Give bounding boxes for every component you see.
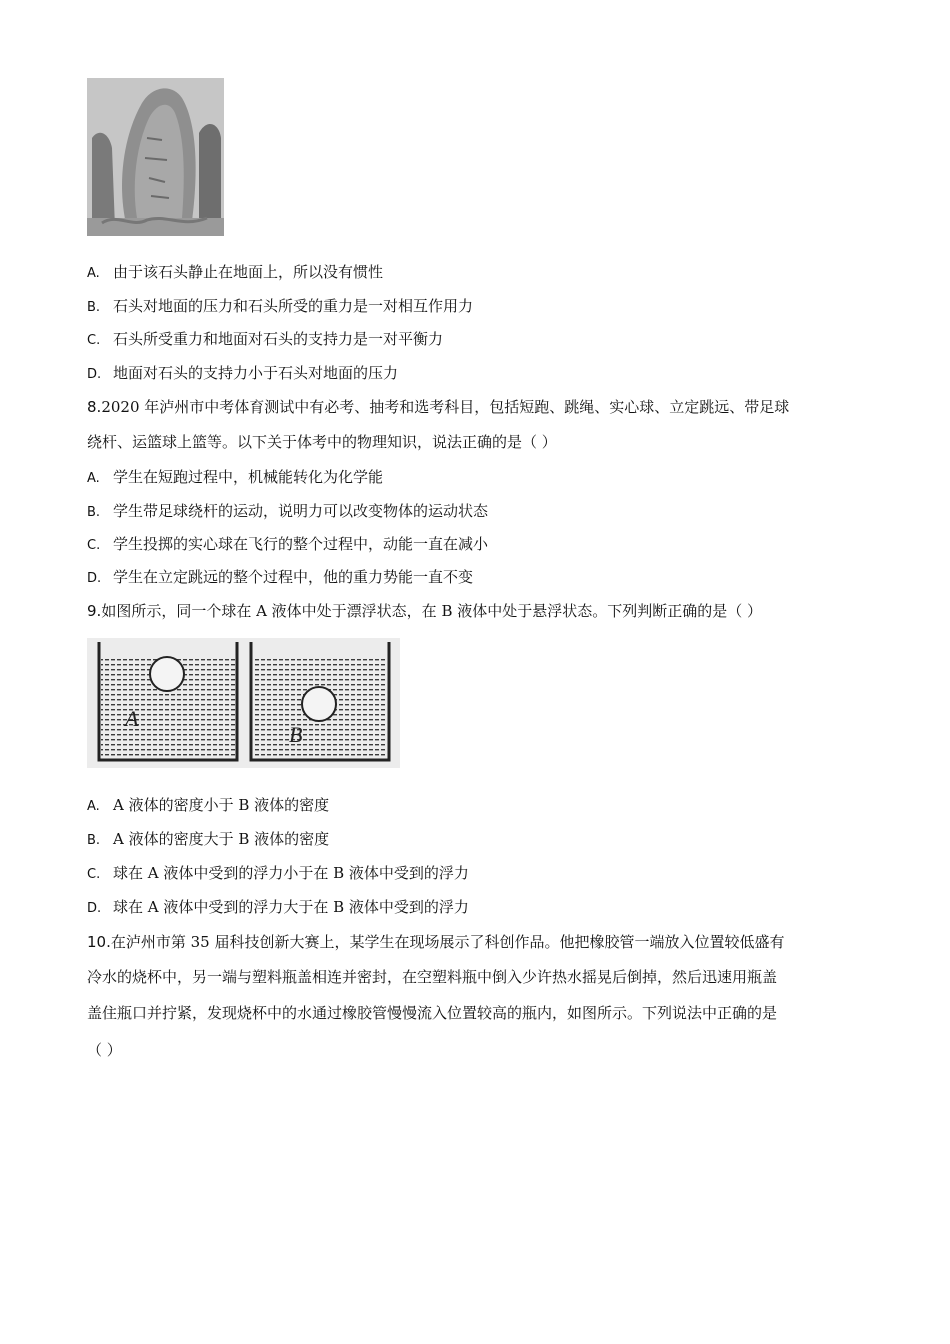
beaker-a-label: A (125, 706, 139, 731)
q8-option-c: C. 学生投掷的实心球在飞行的整个过程中，动能一直在减小 (87, 535, 489, 553)
q10-stem-line-1: 10.在泸州市第 35 届科技创新大赛上，某学生在现场展示了科创作品。他把橡胶管一端放入位置较低盛有 (87, 933, 785, 951)
q8-option-d: D. 学生在立定跳远的整个过程中，他的重力势能一直不变 (87, 568, 474, 586)
q9-stem: 9.如图所示，同一个球在 A 液体中处于漂浮状态，在 B 液体中处于悬浮状态。下列判断正确的是（ ） (87, 602, 763, 620)
beaker-b-label: B (289, 722, 303, 747)
stone-photo (87, 78, 224, 236)
q7-option-b: B. 石头对地面的压力和石头所受的重力是一对相互作用力 (87, 297, 474, 315)
q8-option-b: B. 学生带足球绕杆的运动，说明力可以改变物体的运动状态 (87, 502, 489, 520)
q9-option-c: C. 球在 A 液体中受到的浮力小于在 B 液体中受到的浮力 (87, 864, 469, 882)
q9-option-a: A. A 液体的密度小于 B 液体的密度 (87, 796, 330, 814)
q10-stem-line-2: 冷水的烧杯中，另一端与塑料瓶盖相连并密封，在空塑料瓶中倒入少许热水摇晃后倒掉，然后迅速用瓶盖 (87, 968, 778, 986)
q7-option-c: C. 石头所受重力和地面对石头的支持力是一对平衡力 (87, 330, 444, 348)
q7-option-d: D. 地面对石头的支持力小于石头对地面的压力 (87, 364, 399, 382)
q10-stem-line-4: （ ） (87, 1041, 122, 1059)
q7-option-a: A. 由于该石头静止在地面上，所以没有惯性 (87, 263, 384, 281)
q8-option-a: A. 学生在短跑过程中，机械能转化为化学能 (87, 468, 384, 486)
q8-stem-line-1: 8.2020 年泸州市中考体育测试中有必考、抽考和选考科目，包括短跑、跳绳、实心球、立定跳远、带足球 (87, 398, 790, 416)
beakers-figure (87, 638, 400, 768)
q10-stem-line-3: 盖住瓶口并拧紧，发现烧杯中的水通过橡胶管慢慢流入位置较高的瓶内，如图所示。下列说法中正确的是 (87, 1004, 778, 1022)
q9-option-d: D. 球在 A 液体中受到的浮力大于在 B 液体中受到的浮力 (87, 898, 469, 916)
q9-option-b: B. A 液体的密度大于 B 液体的密度 (87, 830, 330, 848)
q8-stem-line-2: 绕杆、运篮球上篮等。以下关于体考中的物理知识，说法正确的是（ ） (87, 433, 557, 451)
